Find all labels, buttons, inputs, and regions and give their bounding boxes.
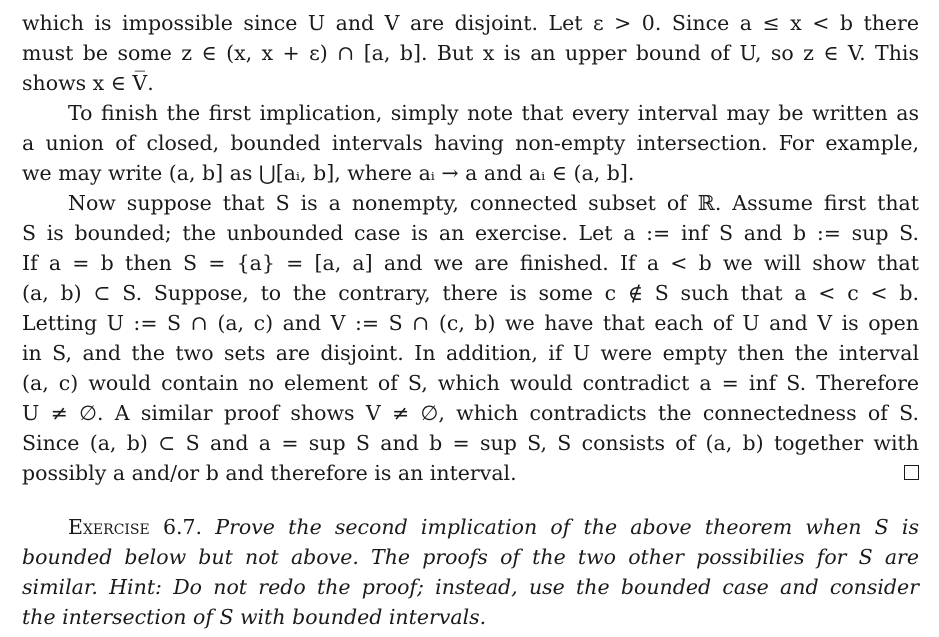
text-line: Since (a, b) ⊂ S and a = sup S and b = sup S, S consists of (a, b) together with: [22, 431, 919, 455]
text-line: If a = b then S = {a} = [a, a] and we are finished. If a < b we will show that: [22, 251, 919, 275]
text-line: possibly a and/or b and therefore is an interval.: [22, 461, 517, 485]
text-line: in S, and the two sets are disjoint. In addition, if U were empty then the interval: [22, 341, 919, 365]
text-line: S is bounded; the unbounded case is an exercise. Let a := inf S and b := sup S.: [22, 221, 919, 245]
exercise-text: Prove the second implication of the above theorem when S is: [215, 515, 919, 539]
exercise-heading: Exercise 6.7.: [68, 515, 203, 539]
proof-paragraph-3: [22, 188, 919, 488]
document-page: [22, 8, 919, 632]
qed-box-icon: [904, 465, 919, 480]
text-line: To finish the first implication, simply note that every interval may be written as: [68, 101, 919, 125]
text-line: Letting U := S ∩ (a, c) and V := S ∩ (c, b) we have that each of U and V is open: [22, 311, 919, 335]
text-line: we may write (a, b] as ⋃[aᵢ, b], where aᵢ → a and aᵢ ∈ (a, b].: [22, 161, 635, 185]
proof-paragraph-1: [22, 8, 919, 98]
exercise-text-line: bounded below but not above. The proofs of the two other possibilies for S are: [22, 545, 919, 569]
last-proof-line: [22, 458, 919, 488]
text-line: U ≠ ∅. A similar proof shows V ≠ ∅, which contradicts the connectedness of S.: [22, 401, 919, 425]
text-line: a union of closed, bounded intervals having non-empty intersection. For example,: [22, 131, 919, 155]
text-line: (a, c) would contain no element of S, which would contradict a = inf S. Therefore: [22, 371, 919, 395]
section-gap: [22, 488, 919, 512]
exercise-text-line: the intersection of S with bounded intervals.: [22, 605, 487, 629]
text-line: (a, b) ⊂ S. Suppose, to the contrary, there is some c ∉ S such that a < c < b.: [22, 281, 919, 305]
text-line: which is impossible since U and V are disjoint. Let ε > 0. Since a ≤ x < b there: [22, 11, 919, 35]
exercise-first-line: [22, 512, 919, 542]
exercise-block: [22, 512, 919, 632]
proof-paragraph-2: [22, 98, 919, 188]
exercise-text-line: similar. Hint: Do not redo the proof; instead, use the bounded case and consider: [22, 575, 919, 599]
text-line: must be some z ∈ (x, x + ε) ∩ [a, b]. But x is an upper bound of U, so z ∈ V. This: [22, 41, 919, 65]
text-line: shows x ∈ V̅.: [22, 71, 154, 95]
text-line: Now suppose that S is a nonempty, connected subset of ℝ. Assume first that: [68, 191, 919, 215]
